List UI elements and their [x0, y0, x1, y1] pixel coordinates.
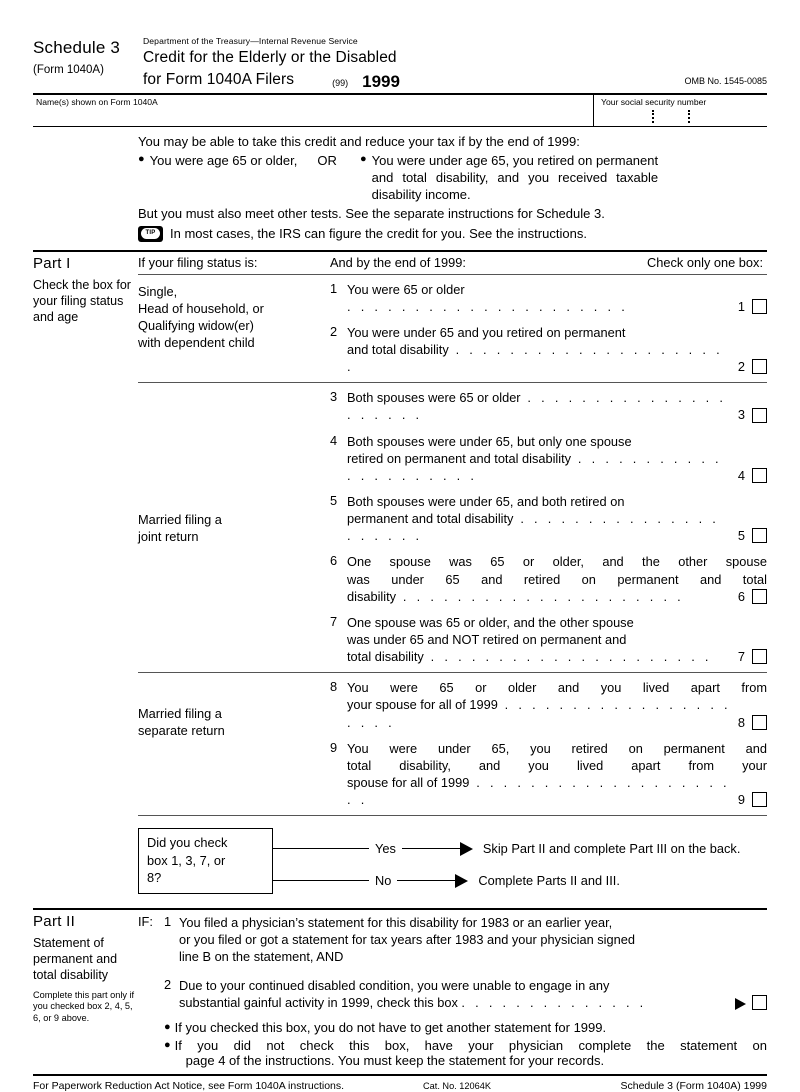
line-text: [347, 553, 767, 604]
header-center: [137, 36, 617, 90]
intro-also: But you must also meet other tests. See the separate instructions for Schedule 3.: [138, 205, 605, 221]
department-label: Department of the Treasury—Internal Revenue Service: [143, 36, 358, 46]
checkbox-number: 1: [737, 298, 745, 314]
form-page: [33, 36, 767, 1092]
part2-item2-line2-row: [179, 994, 767, 1011]
bullet-dot-icon: ●: [360, 152, 367, 165]
column-header-check: Check only one box:: [647, 254, 763, 270]
line-end-text: [347, 588, 732, 605]
part2-items: [138, 910, 767, 1068]
footer-schedule-id: Schedule 3 (Form 1040A) 1999: [620, 1080, 767, 1092]
part2-bullet2-line1: If you did not check this box, have your physician complete the statement on: [174, 1038, 767, 1054]
line-end-label: retired on permanent and total disability: [347, 450, 572, 466]
schedule-title: Schedule 3: [33, 38, 121, 57]
flowchart: [138, 816, 767, 905]
line-text: [347, 740, 767, 809]
intro-bullet-right-text: [372, 152, 658, 204]
intro-bullet-right: [360, 152, 767, 204]
checkbox-3[interactable]: [752, 408, 767, 423]
line-text-row: Both spouses were under 65, but only one spouse: [347, 433, 632, 449]
flow-no-text: Complete Parts II and III.: [478, 873, 620, 889]
filing-status-items: [330, 383, 767, 672]
line-text: [347, 389, 767, 423]
line-end-text: [347, 389, 732, 423]
part2-item2-number: 2: [164, 976, 172, 992]
part2-item1-number: 1: [164, 913, 172, 929]
line-text-row: You were 65 or older and you lived apart from: [347, 680, 767, 696]
part2-checkbox[interactable]: [752, 995, 767, 1010]
tax-year: 1999: [362, 72, 400, 92]
checkbox-9[interactable]: [752, 792, 767, 807]
part2-body: [164, 914, 767, 1068]
checkbox-group: [738, 527, 767, 544]
form-title-year-row: [143, 68, 617, 90]
part1-band: [33, 252, 767, 817]
form-line-1: [330, 281, 767, 315]
bullet-dot-icon: ●: [164, 1039, 171, 1052]
filing-status-line: separate return: [138, 723, 225, 739]
line-end-label: disability: [347, 588, 397, 604]
line-number: 8: [330, 679, 338, 695]
checkbox-group: [738, 406, 767, 423]
part2-description: Statement of permanent and total disability: [33, 935, 118, 983]
part2-item2-text: [179, 977, 767, 1012]
part2-note: Complete this part only if you checked box 2, 4, 5, 6, or 9 above.: [33, 989, 135, 1024]
part2-item2-line2: [179, 994, 729, 1011]
line-end-text: [347, 774, 732, 808]
checkbox-group: [738, 467, 767, 484]
filing-status-line: Qualifying widow(er): [138, 317, 254, 333]
line-text-row: One spouse was 65 or older, and the other spouse: [347, 554, 767, 570]
part2-item2-line2-text: substantial gainful activity in 1999, check this box: [179, 994, 458, 1010]
form-header: [33, 36, 767, 90]
part1-column-headers: [138, 252, 767, 274]
checkbox-group: [738, 298, 767, 315]
form-title-line1: Credit for the Elderly or the Disabled: [143, 49, 397, 67]
flowchart-question-box: [138, 828, 273, 894]
arrow-right-icon: [460, 842, 473, 856]
filing-status-group: [138, 383, 767, 672]
revision-code: (99): [332, 78, 349, 89]
filing-status-line: Married filing a: [138, 512, 222, 528]
checkbox-number: 6: [737, 588, 745, 604]
name-ssn-bar: [33, 95, 767, 126]
line-text-row: Both spouses were under 65, and both retired on: [347, 493, 625, 509]
checkbox-8[interactable]: [752, 715, 767, 730]
part1-left: [33, 252, 138, 817]
line-text-row: One spouse was 65 or older, and the other spouse: [347, 614, 634, 630]
part1-right: [138, 252, 767, 817]
tip-text: In most cases, the IRS can figure the credit for you. See the instructions.: [170, 226, 587, 242]
intro-bullet-left: [138, 152, 360, 204]
part2-band: [33, 910, 767, 1068]
intro-or-word: OR: [317, 152, 337, 168]
name-field-label: Name(s) shown on Form 1040A: [36, 97, 158, 108]
line-end-row: [347, 298, 767, 315]
filing-status-line: Head of household, or: [138, 300, 264, 316]
flowchart-right: [138, 816, 767, 905]
line-text-row: You were under 65 and you retired on permanent: [347, 324, 626, 340]
form-footer: [33, 1076, 767, 1092]
tip-row: [138, 225, 767, 242]
filing-status-group: [138, 275, 767, 383]
flowchart-branch-no: [273, 873, 767, 888]
checkbox-number: 2: [737, 359, 745, 375]
checkbox-group: [738, 648, 767, 665]
line-end-text: [347, 510, 732, 544]
column-header-endof-year: And by the end of 1999:: [330, 254, 466, 270]
leader-dots: . . . . . . . . . . . . . . . . . . . . .: [347, 697, 731, 730]
part1-title: Part I: [33, 254, 71, 272]
leader-dots: . . . . . . . . . . . . . . . . . . . . .: [396, 588, 685, 604]
line-number: 3: [330, 389, 338, 405]
line-end-row: [347, 774, 767, 808]
intro-bullets: [138, 152, 767, 204]
line-end-row: [347, 696, 767, 730]
flowchart-branch-yes: [273, 841, 767, 856]
line-end-text: [347, 450, 732, 484]
filing-status-line: with dependent child: [138, 334, 255, 350]
line-end-text: [347, 648, 732, 665]
arrow-right-icon: [455, 874, 468, 888]
part1-description: Check the box for your filing status and age: [33, 277, 131, 325]
line-text-row: You were under 65, you retired on permanent and: [347, 740, 767, 756]
line-end-text: [347, 696, 732, 730]
leader-dots: . . . . . . . . . . . . . . . . . . . . .: [347, 298, 629, 314]
part2-bullet-1: [164, 1020, 767, 1035]
paperwork-notice: For Paperwork Reduction Act Notice, see Form 1040A instructions.: [33, 1080, 345, 1092]
line-end-label: your spouse for all of 1999: [347, 697, 498, 713]
line-number: 1: [330, 280, 338, 296]
line-end-label: permanent and total disability: [347, 511, 514, 527]
line-end-label: Both spouses were 65 or older: [347, 390, 521, 406]
flow-q-line3: 8?: [147, 870, 162, 886]
line-number: 2: [330, 323, 338, 339]
checkbox-number: 4: [737, 467, 745, 483]
name-field[interactable]: [33, 95, 594, 126]
checkbox-number: 8: [737, 714, 745, 730]
flowchart-left-spacer: [33, 816, 138, 905]
filing-status-label: [138, 383, 330, 672]
line-end-row: [347, 588, 767, 605]
line-text-row: You were 65 or older: [347, 281, 465, 297]
arrow-right-icon: [735, 998, 746, 1010]
line-end-row: [347, 389, 767, 423]
line-end-row: [347, 450, 767, 484]
line-text: [347, 614, 767, 665]
column-header-status: If your filing status is:: [138, 254, 258, 270]
leader-dots: . . . . . . . . . . . . . . . . . . . . .: [347, 450, 722, 483]
line-text: [347, 493, 767, 544]
intro-right-line3: disability income.: [371, 187, 471, 203]
line-end-text: [347, 298, 732, 315]
part2-checkbox-group: [735, 995, 767, 1011]
part2-item1-line3: line B on the statement, AND: [179, 949, 344, 965]
form-line-6: [330, 553, 767, 604]
checkbox-7[interactable]: [752, 649, 767, 664]
form-line-3: [330, 389, 767, 423]
part2-item-1: [164, 914, 767, 966]
leader-dots: . . . . . . . . . . . . . . . . . . . . .: [347, 341, 723, 375]
omb-number: OMB No. 1545-0085: [684, 76, 767, 86]
line-number: 6: [330, 553, 338, 569]
checkbox-group: [738, 358, 767, 375]
catalog-number: Cat. No. 12064K: [423, 1081, 491, 1092]
leader-dots: . . . . . . . . . . . . . . . . . . . . .: [347, 390, 727, 423]
filing-status-line: joint return: [138, 529, 199, 545]
line-end-row: [347, 341, 767, 375]
bullet-dot-icon: ●: [164, 1021, 171, 1034]
part1-groups: [138, 275, 767, 817]
checkbox-group: [738, 588, 767, 605]
intro-right-line2: and total disability, and you received taxable: [371, 169, 659, 185]
line-end-label: and total disability: [347, 341, 449, 357]
part2-item-2: [164, 977, 767, 1012]
filing-status-items: [330, 673, 767, 815]
form-line-8: [330, 679, 767, 730]
part2-left: [33, 910, 138, 1068]
leader-dots: . . . . . . . . . . . . . . . . . . . . .: [347, 774, 730, 808]
line-text: [347, 281, 767, 315]
checkbox-number: 9: [737, 792, 745, 808]
checkbox-number: 7: [737, 649, 745, 665]
part2-bullet1-text: If you checked this box, you do not have to get another statement for 1999.: [174, 1020, 607, 1036]
line-end-label: spouse for all of 1999: [347, 774, 470, 790]
intro-block: [33, 127, 767, 246]
part2-bullet-2: [164, 1038, 767, 1068]
flow-q-line1: Did you check: [147, 835, 228, 851]
checkbox-group: [738, 791, 767, 808]
ssn-separators: [594, 110, 767, 124]
ssn-field-label: Your social security number: [601, 97, 707, 108]
checkbox-number: 5: [737, 528, 745, 544]
line-number: 5: [330, 492, 338, 508]
flow-yes-label: Yes: [375, 841, 396, 857]
line-number: 9: [330, 739, 338, 755]
leader-dots: . . . . . . . . . . . . . . . . . . . . .: [423, 649, 712, 665]
form-title-line2: for Form 1040A Filers: [143, 71, 295, 89]
tip-icon: [138, 226, 163, 242]
line-end-label: total disability: [347, 649, 424, 665]
line-text-row: total disability, and you lived apart from your: [347, 757, 767, 773]
line-number: 4: [330, 432, 338, 448]
line-text-row: was under 65 and retired on permanent and total: [347, 571, 767, 587]
part2-item1-line1: You filed a physician’s statement for this disability for 1983 or an earlier year,: [179, 914, 613, 930]
part2-bullet2-line2: page 4 of the instructions. You must keep the statement for your records.: [185, 1053, 605, 1069]
ssn-field[interactable]: [594, 95, 767, 126]
part2-if-label: IF:: [138, 913, 153, 929]
checkbox-1[interactable]: [752, 299, 767, 314]
form-line-9: [330, 740, 767, 809]
filing-status-group: [138, 673, 767, 815]
line-text: [347, 679, 767, 730]
leader-dots: . . . . . . . . . . . . . . . . . . . . .: [347, 511, 720, 544]
line-end-row: [347, 648, 767, 665]
checkbox-2[interactable]: [752, 359, 767, 374]
part2-item2-line1: Due to your continued disabled condition, you were unable to engage in any: [179, 977, 610, 993]
leader-dots: . . . . . . . . . . . . . .: [461, 994, 647, 1010]
header-left: [33, 36, 137, 76]
form-reference: (Form 1040A): [33, 63, 104, 76]
tip-icon-label: TIP: [141, 228, 160, 239]
form-line-2: [330, 324, 767, 375]
checkbox-4[interactable]: [752, 468, 767, 483]
filing-status-line: Married filing a: [138, 706, 222, 722]
form-line-7: [330, 614, 767, 665]
part2-item1-text: [179, 914, 767, 966]
part2-bullet2-text: [175, 1038, 767, 1068]
flow-yes-text: Skip Part II and complete Part III on the back.: [482, 841, 741, 857]
part2-item1-line2: or you filed or got a statement for tax years after 1983 and your physician signed: [179, 932, 635, 948]
intro-right-line1: You were under age 65, you retired on permanent: [371, 152, 659, 168]
line-text: [347, 324, 767, 375]
filing-status-items: [330, 275, 767, 383]
flowchart-branches: [273, 828, 767, 894]
checkbox-5[interactable]: [752, 528, 767, 543]
intro-bullet-left-text: You were age 65 or older,: [149, 152, 298, 168]
line-text-row: was under 65 and NOT retired on permanent and: [347, 631, 627, 647]
bullet-dot-icon: ●: [138, 152, 145, 165]
checkbox-group: [738, 714, 767, 731]
form-line-5: [330, 493, 767, 544]
line-end-row: [347, 510, 767, 544]
part2-bullet-list: [164, 1011, 767, 1068]
checkbox-6[interactable]: [752, 589, 767, 604]
filing-status-line: Single,: [138, 283, 178, 299]
filing-status-label: [138, 673, 330, 815]
intro-lead: You may be able to take this credit and reduce your tax if by the end of 1999:: [138, 134, 580, 150]
flowchart-band: [33, 816, 767, 905]
flow-no-label: No: [375, 873, 392, 889]
filing-status-label: [138, 275, 330, 383]
flow-q-line2: box 1, 3, 7, or: [147, 852, 226, 868]
line-text: [347, 433, 767, 484]
line-end-text: [347, 341, 732, 375]
form-line-4: [330, 433, 767, 484]
part2-title: Part II: [33, 912, 76, 930]
checkbox-number: 3: [737, 407, 745, 423]
part2-right: [138, 910, 767, 1068]
line-number: 7: [330, 613, 338, 629]
